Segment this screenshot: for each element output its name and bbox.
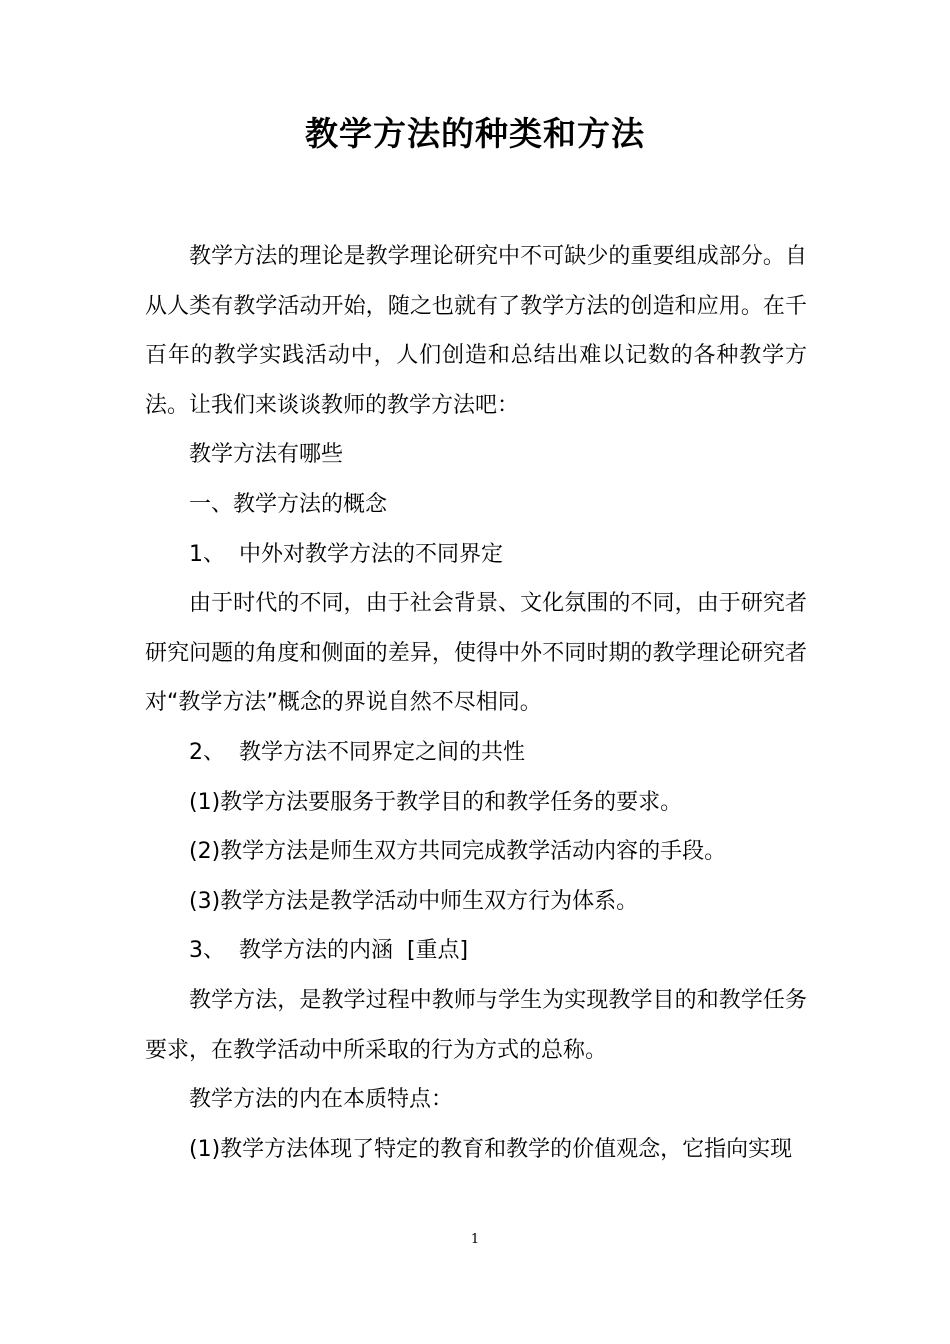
item-heading-2: 2、 教学方法不同界定之间的共性 <box>189 739 525 765</box>
document-body <box>145 232 807 1174</box>
list-item-2: (2)教学方法是师生双方共同完成教学活动内容的手段。 <box>189 839 727 865</box>
paragraph-subheading-methods: 教学方法有哪些 <box>189 442 344 468</box>
page-number: 1 <box>470 1232 480 1247</box>
paragraph-intro: 教学方法的理论是教学理论研究中不可缺少的重要组成部分。自从人类有教学活动开始，随之也就有了教学方法的创造和应用。在千百年的教学实践活动中，人们创造和总结出难以记数的各种教学方法。让我们来谈谈教师的教学方法吧： <box>145 244 807 418</box>
list-item-3: (3)教学方法是教学活动中师生双方行为体系。 <box>189 888 639 914</box>
paragraph-meaning: 教学方法，是教学过程中教师与学生为实现教学目的和教学任务要求，在教学活动中所采取的行为方式的总称。 <box>145 987 807 1063</box>
list-item-feature-1: (1)教学方法体现了特定的教育和教学的价值观念，它指向实现 <box>189 1136 793 1162</box>
list-item-1: (1)教学方法要服务于教学目的和教学任务的要求。 <box>189 789 683 815</box>
item-heading-3: 3、 教学方法的内涵 [重点] <box>189 938 469 964</box>
item-heading-1: 1、 中外对教学方法的不同界定 <box>189 541 503 567</box>
paragraph-definitions: 由于时代的不同，由于社会背景、文化氛围的不同，由于研究者研究问题的角度和侧面的差异，使得中外不同时期的教学理论研究者对“教学方法”概念的界说自然不尽相同。 <box>145 591 807 716</box>
document-title: 教学方法的种类和方法 <box>305 114 645 153</box>
paragraph-features-heading: 教学方法的内在本质特点： <box>189 1087 454 1113</box>
section-heading-concept: 一、教学方法的概念 <box>189 491 388 517</box>
